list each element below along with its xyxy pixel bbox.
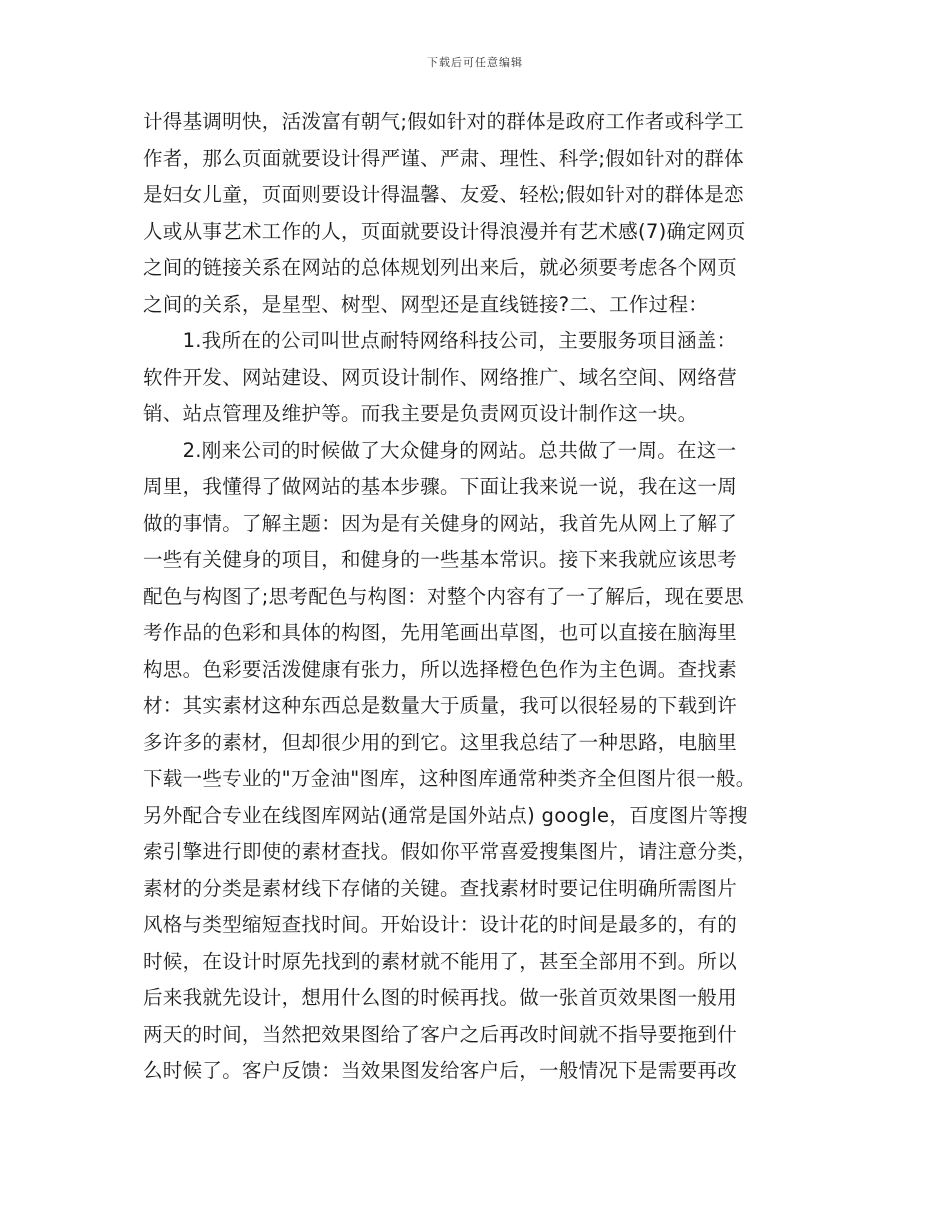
- text-line: 考作品的色彩和具体的构图，先用笔画出草图，也可以直接在脑海里: [143, 621, 738, 644]
- text-line: 么时候了。客户反馈：当效果图发给客户后，一般情况下是需要再改: [143, 1059, 738, 1082]
- text-line: 后来我就先设计，想用什么图的时候再找。做一张首页效果图一般用: [143, 986, 738, 1009]
- text-line: 一些有关健身的项目，和健身的一些基本常识。接下来我就应该思考: [143, 548, 738, 571]
- text-line: 两天的时间，当然把效果图给了客户之后再改时间就不指导要拖到什: [143, 1022, 738, 1046]
- text-line: 计得基调明快，活泼富有朝气;假如针对的群体是政府工作者或科学工: [143, 110, 744, 133]
- text-line: 下载一些专业的"万金油"图库，这种图库通常种类齐全但图片很一般。: [143, 767, 756, 790]
- text-line: 索引擎进行即使的素材查找。假如你平常喜爱搜集图片，请注意分类，: [143, 840, 757, 863]
- text-line: 之间的关系，是星型、树型、网型还是直线链接?二、工作过程：: [143, 292, 709, 316]
- paragraph-start-line: 1.我所在的公司叫世点耐特网络科技公司，主要服务项目涵盖：: [143, 329, 737, 352]
- text-line: 作者，那么页面就要设计得严谨、严肃、理性、科学;假如针对的群体: [143, 146, 744, 170]
- text-line: 人或从事艺术工作的人，页面就要设计得浪漫并有艺术感(7)确定网页: [143, 219, 746, 243]
- text-line: 之间的链接关系在网站的总体规划列出来后，就必须要考虑各个网页: [143, 256, 738, 279]
- text-line: 构思。色彩要活泼健康有张力，所以选择橙色色作为主色调。查找素: [143, 657, 738, 681]
- text-line: 风格与类型缩短查找时间。开始设计：设计花的时间是最多的，有的: [143, 913, 738, 936]
- text-line: 另外配合专业在线图库网站(通常是国外站点) google，百度图片等搜: [143, 803, 748, 827]
- text-line: 做的事情。了解主题：因为是有关健身的网站，我首先从网上了解了: [143, 511, 738, 535]
- text-line: 软件开发、网站建设、网页设计制作、网络推广、域名空间、网络营: [143, 365, 738, 389]
- text-line: 多许多的素材，但却很少用的到它。这里我总结了一种思路，电脑里: [143, 730, 738, 754]
- text-line: 是妇女儿童，页面则要设计得温馨、友爱、轻松;假如针对的群体是恋: [143, 183, 744, 206]
- document-body: [143, 104, 807, 1090]
- page-header: 下载后可任意编辑: [427, 56, 523, 69]
- text-line: 周里，我懂得了做网站的基本步骤。下面让我来说一说，我在这一周: [143, 475, 738, 498]
- text-line: 配色与构图了;思考配色与构图：对整个内容有了一了解后，现在要思: [143, 584, 744, 608]
- text-line: 素材的分类是素材线下存储的关键。查找素材时要记住明确所需图片: [143, 876, 738, 900]
- text-line: 销、站点管理及维护等。而我主要是负责网页设计制作这一块。: [143, 402, 698, 425]
- text-line: 时候，在设计时原先找到的素材就不能用了，甚至全部用不到。所以: [143, 949, 738, 973]
- paragraph-start-line: 2.刚来公司的时候做了大众健身的网站。总共做了一周。在这一: [143, 438, 737, 462]
- text-line: 材：其实素材这种东西总是数量大于质量，我可以很轻易的下载到许: [143, 694, 738, 717]
